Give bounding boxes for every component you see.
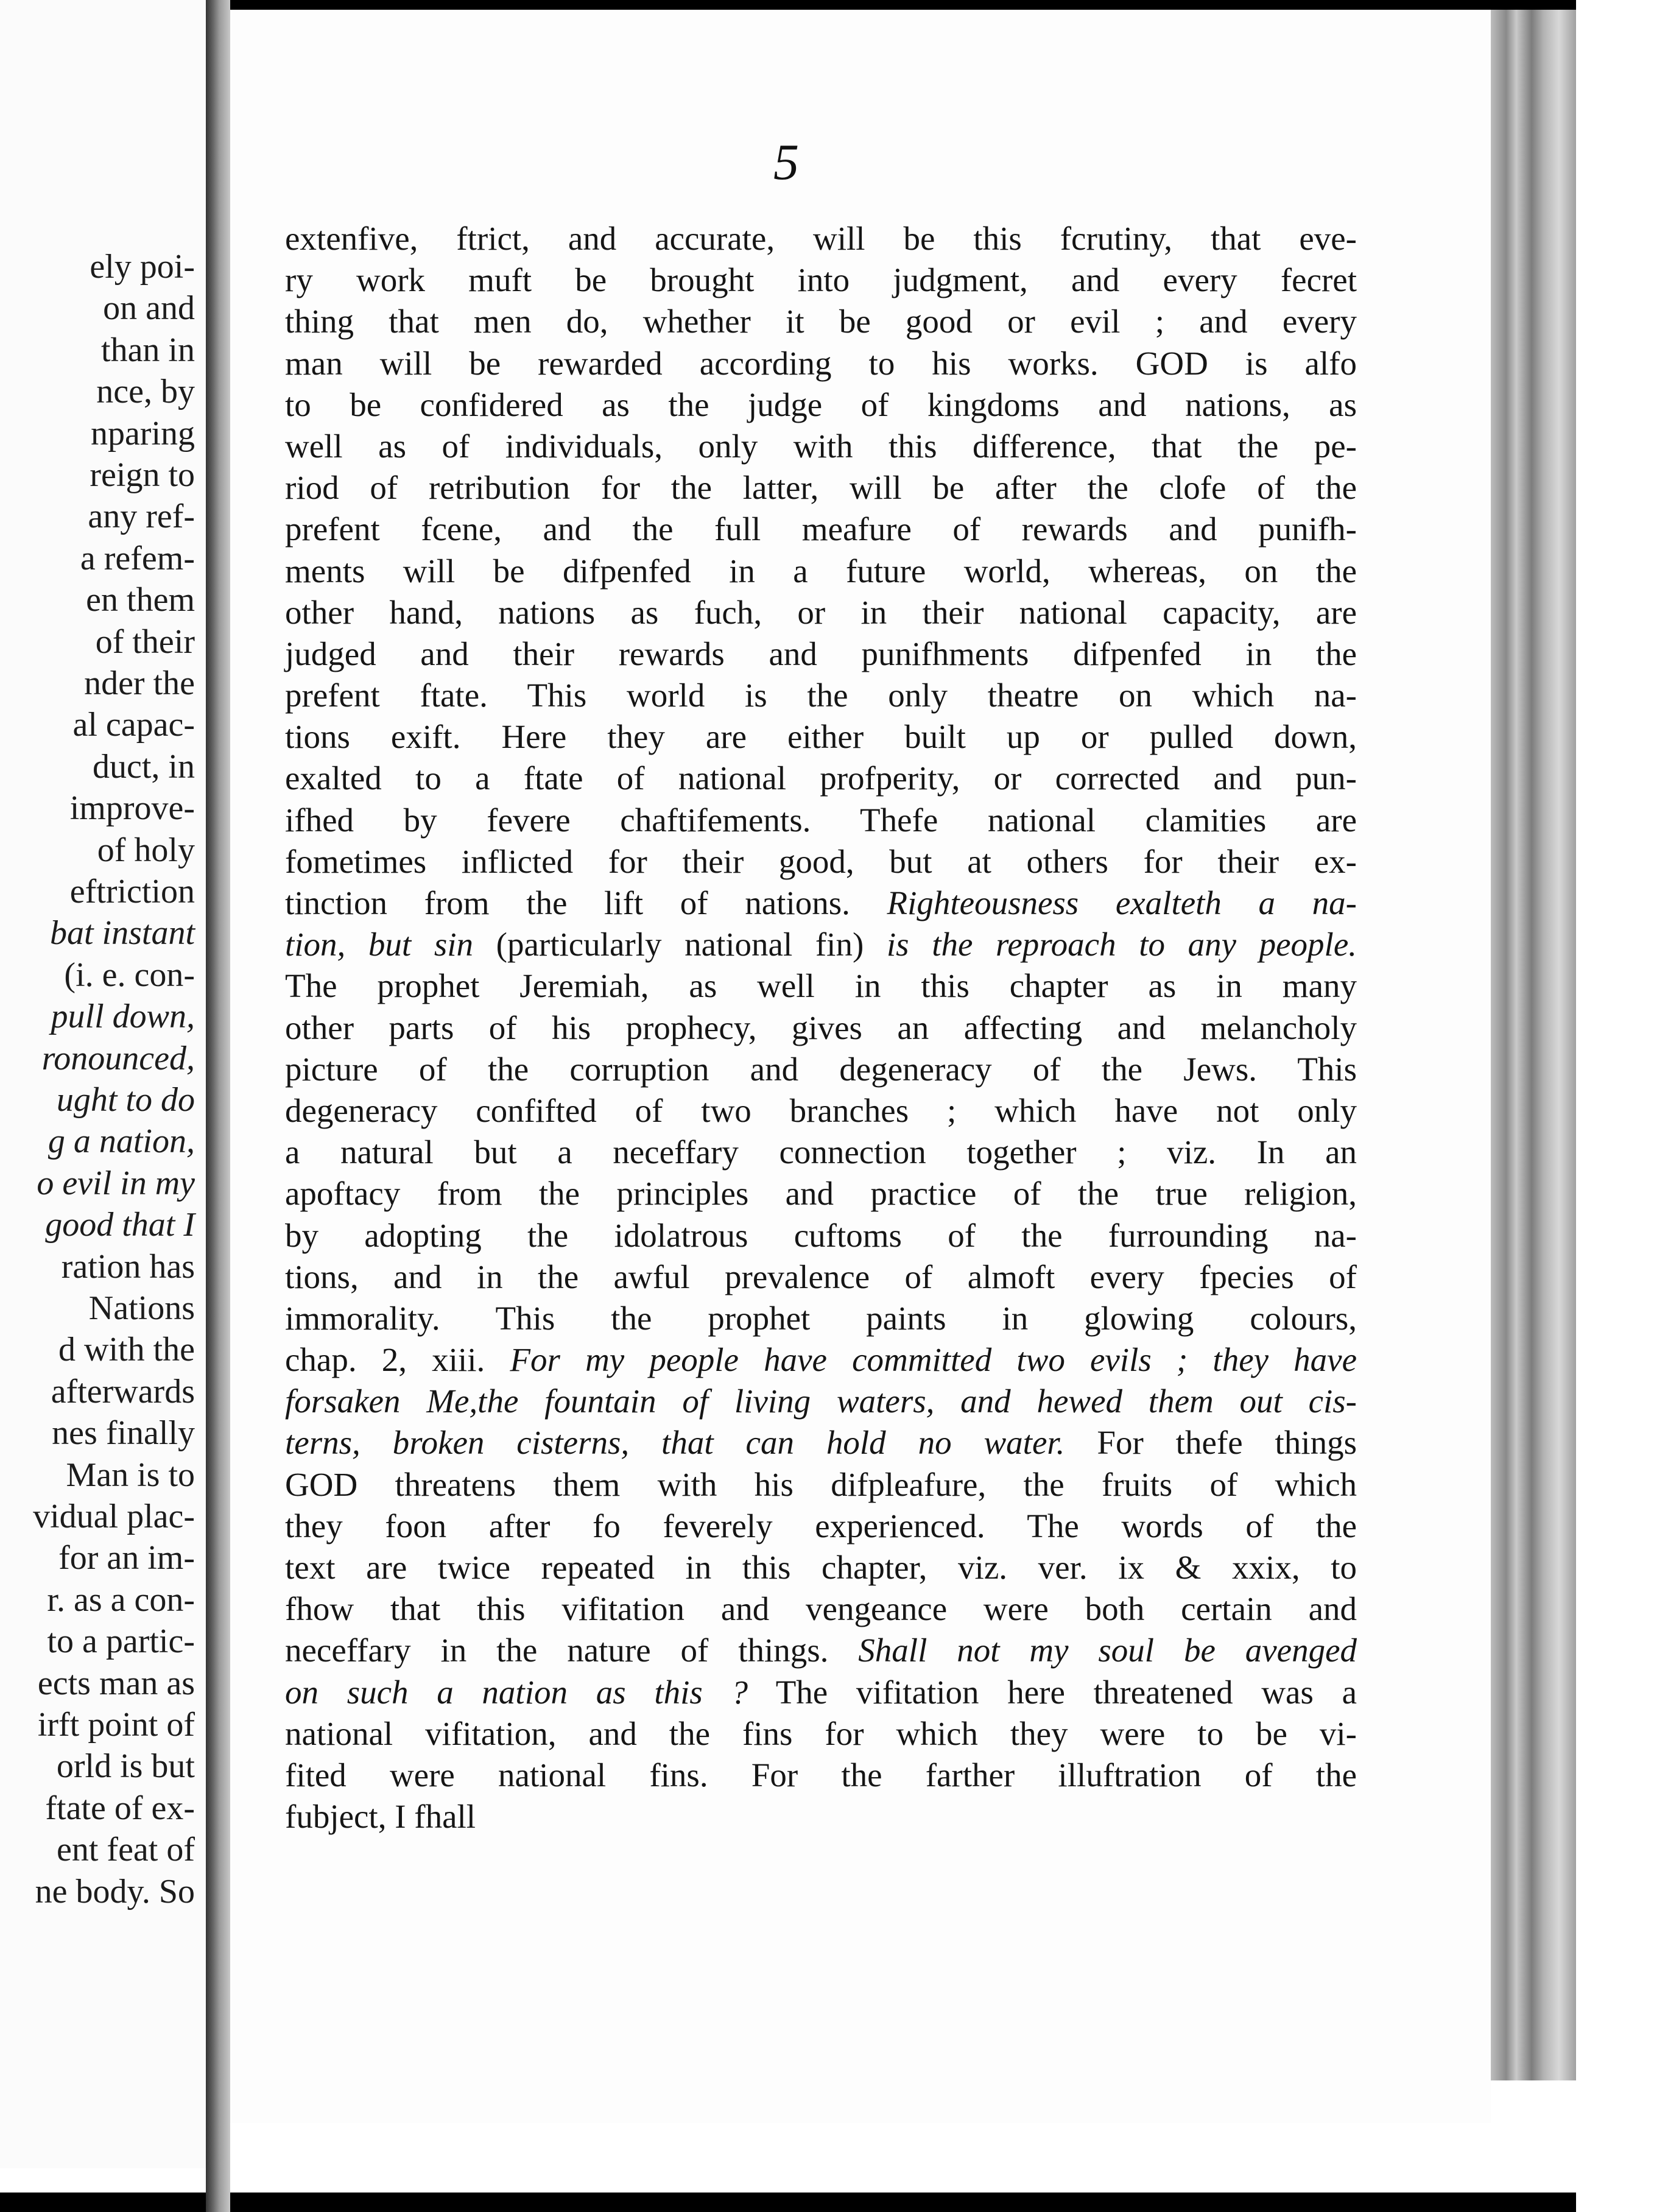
text-line xyxy=(285,1464,1357,1506)
text-segment: extenfive, ftrict, and accurate, will be this fcrutiny, that eve- xyxy=(285,220,1357,257)
text-segment: GOD threatens them with his difpleafure, the fruits of which xyxy=(285,1465,1357,1503)
text-segment: fhow that this vifitation and vengeance were both certain and xyxy=(285,1590,1357,1628)
facing-page-line: nce, by xyxy=(96,373,195,411)
facing-page-line: a refem- xyxy=(80,539,195,577)
text-line xyxy=(285,758,1357,799)
facing-page-line: r. as a con- xyxy=(47,1580,195,1619)
text-segment: ifhed by fevere chaftifements. Thefe national clamities are xyxy=(285,801,1357,839)
facing-page-line: g a nation, xyxy=(48,1122,195,1161)
text-segment: The vifitation here threatened was a xyxy=(748,1673,1357,1711)
facing-page-line: nder the xyxy=(84,664,195,702)
text-segment: chap. 2, xiii. xyxy=(285,1341,510,1379)
text-line xyxy=(285,1547,1357,1588)
facing-page-line: eftriction xyxy=(69,873,195,911)
text-line xyxy=(285,1672,1357,1713)
facing-page-line: en them xyxy=(86,581,195,619)
text-line xyxy=(285,1132,1357,1173)
text-line xyxy=(285,633,1357,675)
text-segment: fubject, I fhall xyxy=(285,1798,476,1836)
text-segment: The prophet Jeremiah, as well in this chapter as in many xyxy=(285,967,1357,1005)
facing-page-line: vidual plac- xyxy=(33,1498,195,1535)
text-segment: prefent ftate. This world is the only theatre on which na- xyxy=(285,677,1357,714)
scan-frame-bottom xyxy=(0,2193,1654,2212)
text-line xyxy=(285,675,1357,716)
text-segment: judged and their rewards and punifhments difpenfed in the xyxy=(285,635,1357,672)
facing-page-line: orld is but xyxy=(56,1747,195,1786)
text-segment: tinction from the lift of nations. xyxy=(285,884,887,921)
facing-page-line: ronounced, xyxy=(41,1039,195,1077)
facing-page-line: any ref- xyxy=(88,498,195,536)
text-segment: other parts of his prophecy, gives an affecting and melancholy xyxy=(285,1009,1357,1046)
text-line xyxy=(285,301,1357,342)
italic-segment: on such a nation as this ? xyxy=(285,1673,748,1711)
facing-page-line: d with the xyxy=(58,1331,195,1369)
facing-page-line: of holy xyxy=(97,831,195,869)
text-line xyxy=(285,384,1357,426)
text-segment: other hand, nations as fuch, or in their national capacity, are xyxy=(285,593,1357,631)
text-segment: immorality. This the prophet paints in glowing colours, xyxy=(285,1299,1357,1337)
facing-page-line: al capac- xyxy=(72,706,195,744)
text-line xyxy=(285,1173,1357,1214)
italic-segment: tion, but sin xyxy=(285,926,474,963)
italic-segment: terns, broken cisterns, that can hold no water. xyxy=(285,1424,1065,1462)
text-segment: text are twice repeated in this chapter, viz. ver. ix & xxix, to xyxy=(285,1549,1357,1586)
facing-page-line: nes finally xyxy=(52,1414,195,1453)
text-line xyxy=(285,1713,1357,1755)
facing-page-line: ne body. So xyxy=(35,1872,195,1911)
text-line xyxy=(285,1755,1357,1796)
text-line xyxy=(285,800,1357,841)
text-line xyxy=(285,1422,1357,1464)
text-line xyxy=(285,924,1357,965)
text-segment: apoftacy from the principles and practice of the true religion, xyxy=(285,1175,1357,1213)
text-segment: prefent fcene, and the full meafure of rewards and punifh- xyxy=(285,510,1357,548)
text-segment: a natural but a neceffary connection together ; viz. In an xyxy=(285,1133,1357,1171)
text-line xyxy=(285,882,1357,924)
text-segment: neceffary in the nature of things. xyxy=(285,1632,859,1669)
text-segment: exalted to a ftate of national profperity, or corrected and pun- xyxy=(285,759,1357,797)
right-margin xyxy=(1576,0,1654,2212)
text-segment: riod of retribution for the latter, will be after the clofe of the xyxy=(285,469,1357,507)
italic-segment: Righteousness exalteth a na- xyxy=(887,884,1357,921)
text-segment: to be confidered as the judge of kingdoms and nations, as xyxy=(285,386,1357,423)
facing-page-line: afterwards xyxy=(51,1372,195,1411)
text-segment: well as of individuals, only with this difference, that the pe- xyxy=(285,427,1357,465)
text-line xyxy=(285,1796,1357,1837)
text-line xyxy=(285,1588,1357,1630)
facing-page-line: o evil in my xyxy=(37,1164,195,1202)
facing-page-line: improve- xyxy=(69,789,195,828)
facing-page-line: ftate of ex- xyxy=(45,1789,195,1827)
facing-page-line: pull down, xyxy=(51,998,195,1036)
facing-page-line: bat instant xyxy=(49,914,195,953)
text-line xyxy=(285,259,1357,301)
text-line xyxy=(285,1007,1357,1049)
facing-page-fragment xyxy=(0,0,206,2168)
scan-frame-top xyxy=(0,0,1654,10)
text-line xyxy=(285,716,1357,758)
facing-page-line: Man is to xyxy=(66,1456,195,1494)
text-segment: they foon after fo feverely experienced. The words of the xyxy=(285,1507,1357,1545)
facing-page-line: ent feat of xyxy=(57,1831,195,1869)
page-number: 5 xyxy=(773,134,799,191)
facing-page-line: on and xyxy=(103,289,195,328)
italic-segment: forsaken Me,the fountain of living waters, and hewed them out cis- xyxy=(285,1382,1357,1420)
text-line xyxy=(285,965,1357,1007)
facing-page-line: ects man as xyxy=(37,1664,195,1702)
text-line xyxy=(285,218,1357,259)
text-segment: picture of the corruption and degeneracy of the Jews. This xyxy=(285,1050,1357,1088)
text-line xyxy=(285,1381,1357,1422)
body-text xyxy=(285,218,1357,1837)
text-line xyxy=(285,551,1357,592)
text-line xyxy=(285,1256,1357,1298)
text-line xyxy=(285,1298,1357,1339)
text-segment: tions, and in the awful prevalence of almoft every fpecies of xyxy=(285,1258,1357,1295)
text-line xyxy=(285,1506,1357,1547)
facing-page-line: duct, in xyxy=(93,747,195,786)
facing-page-line: nparing xyxy=(90,414,195,453)
facing-page-line: ration has xyxy=(61,1247,195,1286)
text-segment: fometimes inflicted for their good, but at others for their ex- xyxy=(285,842,1357,880)
text-line xyxy=(285,1215,1357,1256)
text-segment: by adopting the idolatrous cuftoms of the furrounding na- xyxy=(285,1216,1357,1254)
text-line xyxy=(285,841,1357,882)
italic-segment: Shall not my soul be avenged xyxy=(858,1632,1357,1669)
text-line xyxy=(285,467,1357,509)
text-line xyxy=(285,426,1357,467)
facing-page-line: reign to xyxy=(90,456,195,494)
italic-segment: For my people have committed two evils ; they have xyxy=(510,1341,1357,1379)
text-segment: thing that men do, whether it be good or evil ; and every xyxy=(285,303,1357,340)
facing-page-line: (i. e. con- xyxy=(64,956,195,994)
text-segment: (particularly national fin) xyxy=(473,926,887,963)
text-line xyxy=(285,509,1357,550)
text-line xyxy=(285,1090,1357,1132)
facing-page-line: than in xyxy=(101,331,195,369)
text-segment: man will be rewarded according to his works. GOD is alfo xyxy=(285,344,1357,382)
text-segment: For thefe things xyxy=(1065,1424,1357,1462)
text-line xyxy=(285,1630,1357,1671)
text-line xyxy=(285,592,1357,633)
facing-page-line: Nations xyxy=(88,1289,195,1327)
italic-segment: is the reproach to any people. xyxy=(886,926,1357,963)
text-segment: tions exift. Here they are either built up or pulled down, xyxy=(285,718,1357,756)
text-segment: degeneracy confifted of two branches ; which have not only xyxy=(285,1091,1357,1129)
facing-page-line: good that I xyxy=(45,1206,195,1244)
facing-page-line: for an im- xyxy=(58,1539,195,1577)
text-segment: national vifitation, and the fins for which they were to be vi- xyxy=(285,1714,1357,1752)
text-segment: ments will be difpenfed in a future world, whereas, on the xyxy=(285,552,1357,590)
text-line xyxy=(285,1049,1357,1090)
book-spine-gutter xyxy=(206,0,230,2212)
text-segment: fited were national fins. For the farther illuftration of the xyxy=(285,1756,1357,1794)
facing-page-line: ught to do xyxy=(56,1081,195,1119)
text-line xyxy=(285,343,1357,384)
facing-page-line: ely poi- xyxy=(90,248,195,286)
facing-page-line: irft point of xyxy=(37,1706,195,1744)
facing-page-line: to a partic- xyxy=(47,1622,195,1661)
text-segment: ry work muft be brought into judgment, and every fecret xyxy=(285,261,1357,299)
text-line xyxy=(285,1339,1357,1381)
facing-page-line: of their xyxy=(95,622,195,661)
page-edge-shadow xyxy=(1491,10,1576,2080)
